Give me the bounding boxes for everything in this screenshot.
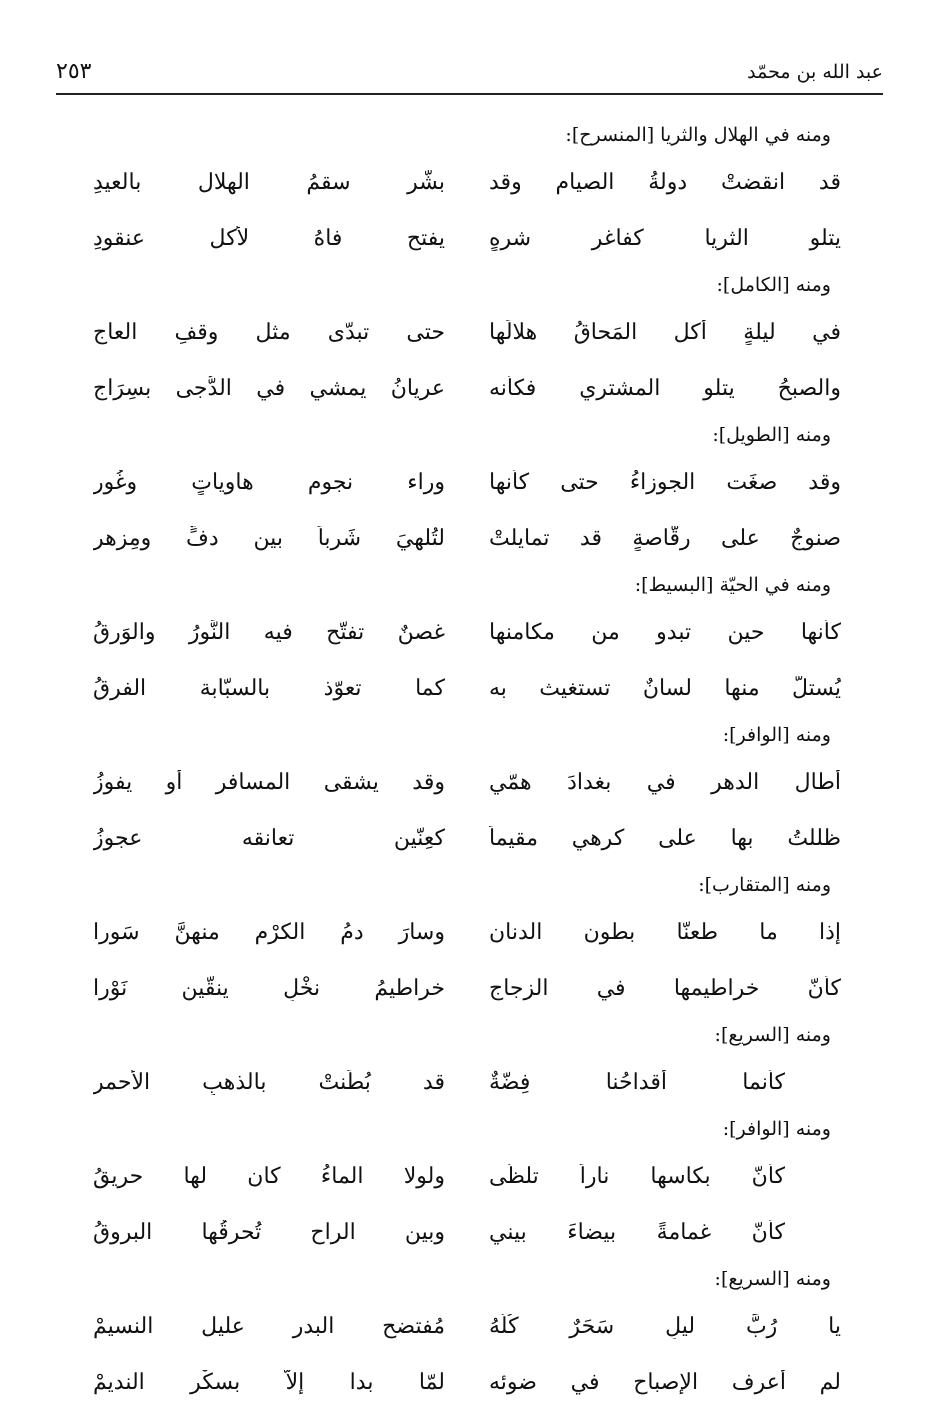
second-hemistich: وبين الراحِ تُحرِقُها البروقُ [93,1219,445,1245]
first-hemistich: كأنّ غمامةً بيضاءَ بيني [489,1219,785,1245]
verse-line [90,1054,841,1110]
first-hemistich: إذا ما طعنّا بطون الدنان [489,919,841,945]
verse-line [90,660,841,716]
first-hemistich: ظللتُ بها على كرهي مقيماً [489,825,841,851]
verse-line [90,154,841,210]
running-header [56,52,883,92]
section-title: ومنه [الوافر]: [722,724,831,746]
second-hemistich: حتى تبدّى مثل وقفِ العاجِ [93,319,445,345]
first-hemistich: وقد صغَت الجوزاءُ حتى كأنها [489,469,841,495]
verse-line [90,1298,841,1354]
verse-line [90,1148,841,1204]
verse-line [90,1354,841,1410]
verse-line [90,210,841,266]
second-hemistich: قد بُطِّنتْ بالذهبِ الأحمرِ [93,1069,445,1095]
second-hemistich: ولولا الماءُ كان لها حريقُ [93,1163,445,1189]
second-hemistich: غصنٌ تفتّح فيه النَّورُ والوَرقُ [93,619,445,645]
first-hemistich: لم أعرف الإصباح في ضوئه [489,1369,841,1395]
second-hemistich: عريانُ يمشي في الدُّجى بسِرَاجِ [93,375,445,401]
verse-line [90,904,841,960]
verse-line [90,604,841,660]
first-hemistich: كأنها حين تبدو من مكامنها [489,619,841,645]
verse-line [90,754,841,810]
header-title: عبد الله بن محمّد [747,61,883,83]
first-hemistich: كأنّ بكاسها ناراً تلظّى [489,1163,785,1189]
section-title: ومنه [الوافر]: [722,1118,831,1140]
verse-line [90,304,841,360]
first-hemistich: يا رُبَّ ليلٍ سَحَرٌ كُلُّهُ [489,1313,841,1339]
first-hemistich: كأنّ خراطيمها في الزجاج [489,975,841,1001]
first-hemistich: صنوجٌ على رقّاصةٍ قد تمايلتْ [489,525,841,551]
verse-line [90,1204,841,1260]
section-title: ومنه في الهلال والثريا [المنسرح]: [565,124,831,146]
verse-line [90,960,841,1016]
second-hemistich: وراء نجومٍ هاوياتٍ وغُورِ [93,469,445,495]
second-hemistich: لتُلهيَ شَرباً بين دفٍّ ومِزهرِ [93,525,445,551]
first-hemistich: في ليلةٍ أكل المَحاقُ هلالَها [489,319,841,345]
first-hemistich: يتلو الثريا كفاغرٍ شرهٍ [489,225,841,251]
section-title: ومنه [المتقارب]: [698,874,831,896]
poem-content [90,116,841,1410]
section-title: ومنه [الكامل]: [716,274,831,296]
verse-line [90,454,841,510]
second-hemistich: وقد يشقى المسافر أو يفوزُ [93,769,445,795]
second-hemistich: كما تعوّذ بالسبّابة الفرِقُ [93,675,445,701]
first-hemistich: يُستلّ منها لسانٌ تستغيث به [489,675,841,701]
section-title: ومنه [السريع]: [714,1024,831,1046]
verse-line [90,810,841,866]
second-hemistich: لمّا بدا إلاّ بسكْر النديمْ [93,1369,445,1395]
second-hemistich: وسارَ دمُ الكرْم منهنَّ سَورا [93,919,445,945]
first-hemistich: قد انقضتْ دولةُ الصيام وقد [489,169,841,195]
section-title: ومنه [الطويل]: [712,424,831,446]
first-hemistich: كأنما أقداحُنا فِضّةٌ [489,1069,785,1095]
second-hemistich: خراطيمُ نخْلٍ ينقّين نَوْرا [93,975,445,1001]
header-rule [56,93,883,95]
second-hemistich: بشّر سقمُ الهلال بالعيدِ [93,169,445,195]
second-hemistich: يفتح فاهُ لأكل عنقودِ [93,225,445,251]
verse-line [90,510,841,566]
second-hemistich: كعِنّينٍ تعانقه عجوزُ [93,825,445,851]
second-hemistich: مُفتضح البدر عليل النسيمْ [93,1313,445,1339]
first-hemistich: أطال الدهر في بغدادَ همّي [489,769,841,795]
first-hemistich: والصبحُ يتلو المشتري فكأنه [489,375,841,401]
section-title: ومنه في الحيّة [البسيط]: [634,574,831,596]
section-title: ومنه [السريع]: [714,1268,831,1290]
verse-line [90,360,841,416]
page-number: ٢٥٣ [56,59,92,84]
